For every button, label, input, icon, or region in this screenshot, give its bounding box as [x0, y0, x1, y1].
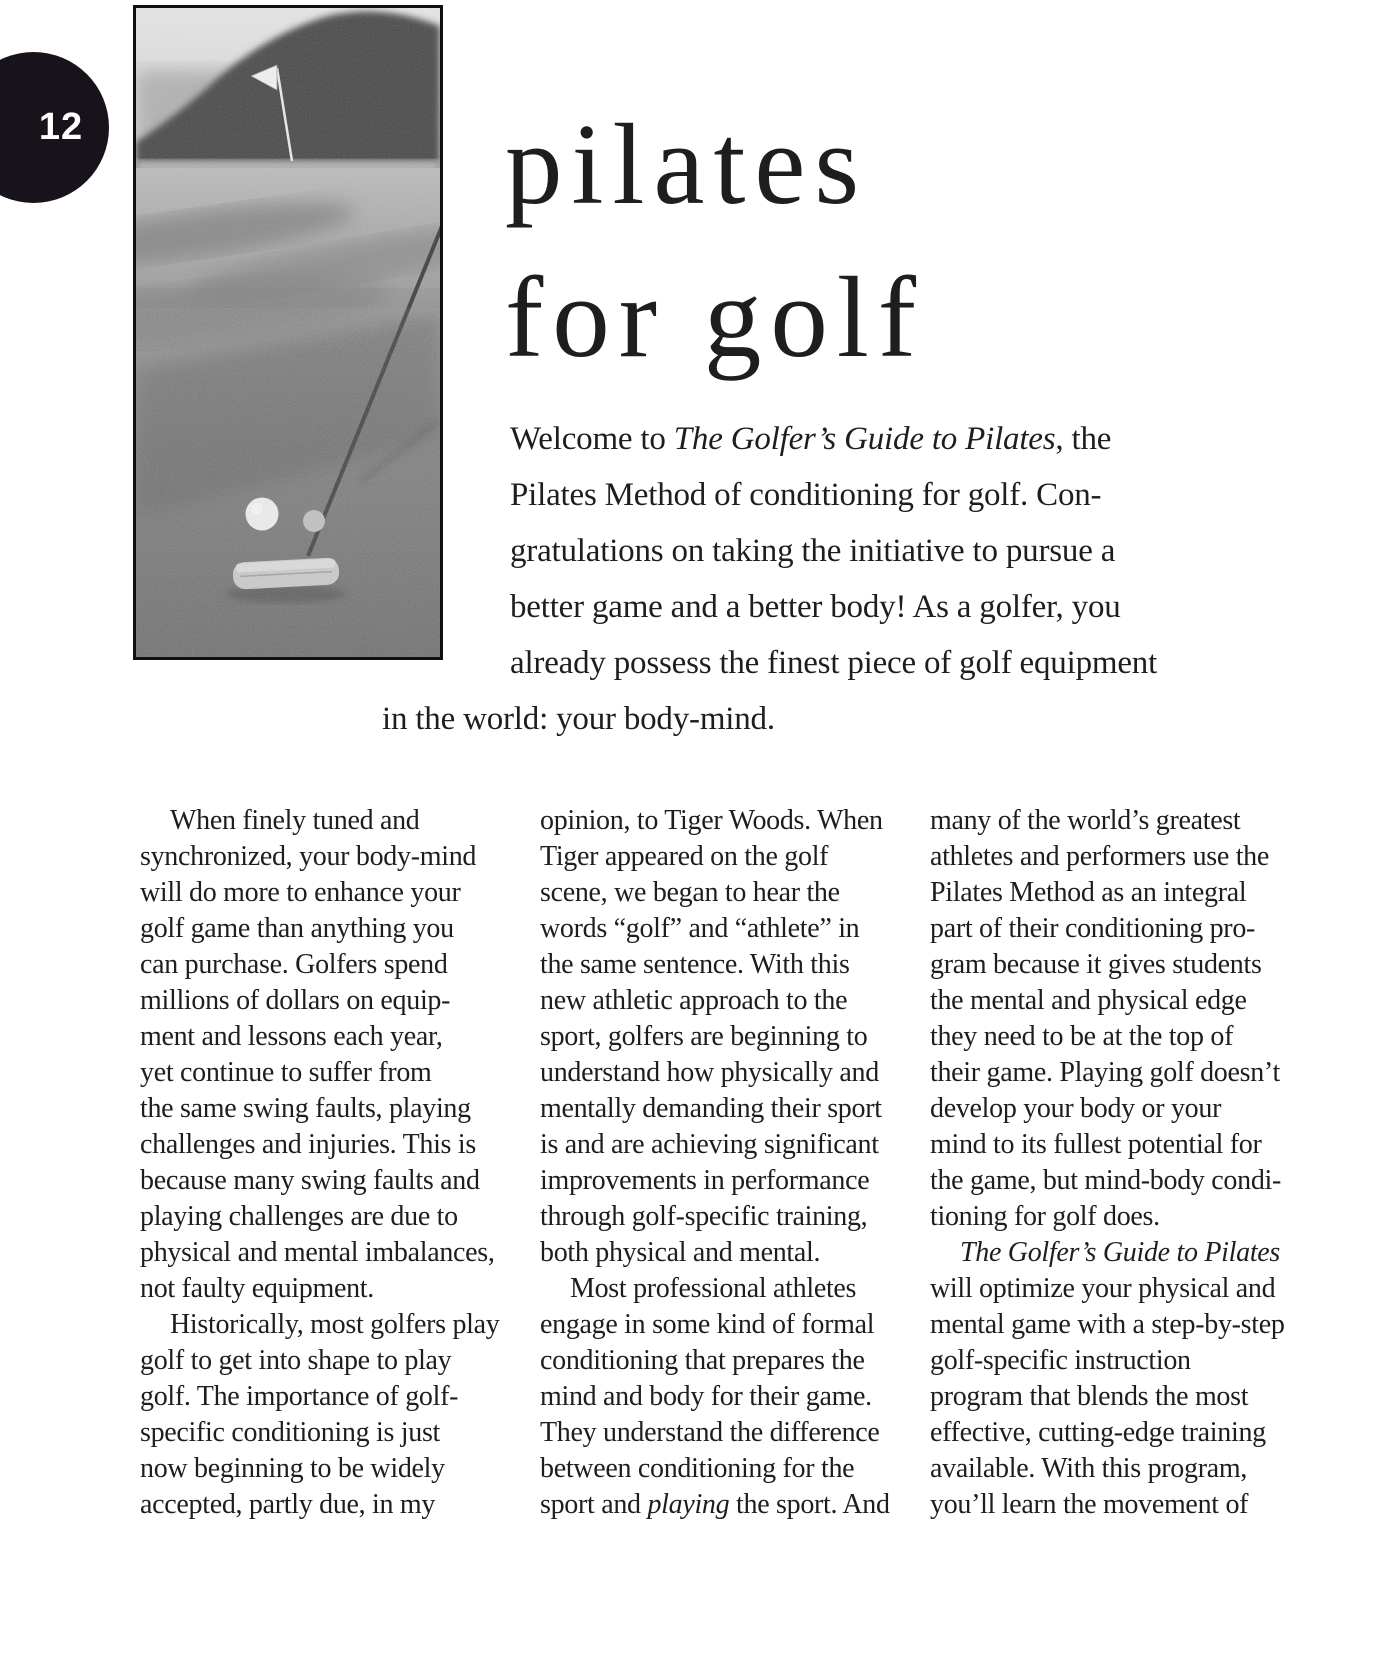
text-line — [540, 983, 900, 1019]
text-line — [140, 947, 500, 983]
text-line — [510, 579, 1157, 635]
text-run: part of their conditioning pro- — [930, 913, 1256, 944]
text-line — [140, 1379, 500, 1415]
text-line — [140, 1343, 500, 1379]
text-line — [540, 1343, 900, 1379]
text-run: Most professional athletes — [570, 1273, 857, 1304]
text-run: because many swing faults and — [140, 1165, 480, 1196]
text-line — [510, 411, 1157, 467]
text-line — [540, 1307, 900, 1343]
text-run: Historically, most golfers play — [170, 1309, 500, 1340]
text-line — [930, 1379, 1290, 1415]
text-line — [930, 1235, 1290, 1271]
text-run: tioning for golf does. — [930, 1201, 1160, 1232]
text-run: already possess the finest piece of golf equipment — [510, 645, 1158, 681]
text-line — [140, 983, 500, 1019]
text-line — [930, 803, 1290, 839]
text-run: will optimize your physical and — [930, 1273, 1276, 1304]
text-run: is and are achieving significant — [540, 1129, 879, 1160]
text-line — [540, 1091, 900, 1127]
text-line — [540, 875, 900, 911]
italic-text-run: The Golfer’s Guide to Pilates — [673, 421, 1056, 457]
text-run: physical and mental imbalances, — [140, 1237, 495, 1268]
text-run: Pilates Method of conditioning for golf. Con- — [510, 477, 1102, 513]
text-line — [510, 467, 1157, 523]
text-line — [540, 1415, 900, 1451]
text-line — [140, 803, 500, 839]
text-line — [140, 875, 500, 911]
page-number-badge — [0, 52, 109, 203]
text-run: Pilates Method as an integral — [930, 877, 1247, 908]
text-run: not faulty equipment. — [140, 1273, 374, 1304]
text-run: scene, we began to hear the — [540, 877, 840, 908]
body-column-2 — [540, 803, 900, 1523]
text-line — [140, 1199, 500, 1235]
golf-photo-scene — [136, 8, 440, 657]
text-run: golf game than anything you — [140, 913, 454, 944]
text-line — [140, 1451, 500, 1487]
text-run: sport, golfers are beginning to — [540, 1021, 868, 1052]
text-line — [140, 1091, 500, 1127]
text-line — [930, 839, 1290, 875]
text-line — [930, 1307, 1290, 1343]
text-line — [930, 1127, 1290, 1163]
text-line — [540, 911, 900, 947]
page-title-line: pilates — [505, 101, 869, 228]
text-run: the game, but mind-body condi- — [930, 1165, 1282, 1196]
page-title — [505, 88, 925, 394]
text-line — [540, 1163, 900, 1199]
text-line — [930, 875, 1290, 911]
text-run: through golf-specific training, — [540, 1201, 868, 1232]
text-line — [930, 1199, 1290, 1235]
text-line — [140, 1163, 500, 1199]
text-line — [540, 1235, 900, 1271]
text-run: mind and body for their game. — [540, 1381, 872, 1412]
text-run: many of the world’s greatest — [930, 805, 1241, 836]
text-run: opinion, to Tiger Woods. When — [540, 805, 883, 836]
text-line — [930, 1271, 1290, 1307]
italic-text-run: The Golfer’s Guide to Pilates — [960, 1237, 1281, 1268]
text-line — [140, 1415, 500, 1451]
text-run: now beginning to be widely — [140, 1453, 445, 1484]
text-line — [140, 1055, 500, 1091]
text-run: words “golf” and “athlete” in — [540, 913, 860, 944]
text-line — [540, 803, 900, 839]
page-number: 12 — [38, 106, 84, 148]
text-run: mentally demanding their sport — [540, 1093, 882, 1124]
text-run: mental game with a step-by-step — [930, 1309, 1285, 1340]
body-column-1 — [140, 803, 500, 1523]
text-line — [930, 1451, 1290, 1487]
text-line — [540, 1019, 900, 1055]
text-run: the same swing faults, playing — [140, 1093, 471, 1124]
text-line — [140, 1271, 500, 1307]
text-line — [140, 1235, 500, 1271]
text-line — [930, 1415, 1290, 1451]
text-line — [540, 947, 900, 983]
text-line — [140, 911, 500, 947]
text-line — [140, 1127, 500, 1163]
text-run: sport and — [540, 1489, 648, 1520]
text-run: Welcome to — [510, 421, 674, 457]
text-line — [510, 523, 1157, 579]
page-title-line: for golf — [505, 254, 926, 381]
text-run: golf to get into shape to play — [140, 1345, 452, 1376]
text-line — [930, 983, 1290, 1019]
text-line — [140, 839, 500, 875]
text-line — [540, 1055, 900, 1091]
text-line — [930, 947, 1290, 983]
italic-text-run: playing — [647, 1489, 730, 1520]
text-run: develop your body or your — [930, 1093, 1222, 1124]
text-run: new athletic approach to the — [540, 985, 848, 1016]
text-line — [930, 1019, 1290, 1055]
text-line — [382, 691, 1157, 747]
text-line — [540, 1127, 900, 1163]
text-line — [540, 1379, 900, 1415]
text-line — [140, 1019, 500, 1055]
text-run: gram because it gives students — [930, 949, 1262, 980]
text-run: Tiger appeared on the golf — [540, 841, 829, 872]
text-run: challenges and injuries. This is — [140, 1129, 476, 1160]
text-run: athletes and performers use the — [930, 841, 1270, 872]
text-run: golf. The importance of golf- — [140, 1381, 459, 1412]
text-run: conditioning that prepares the — [540, 1345, 865, 1376]
text-run: understand how physically and — [540, 1057, 879, 1088]
text-line — [930, 1163, 1290, 1199]
text-run: can purchase. Golfers spend — [140, 949, 448, 980]
text-run: accepted, partly due, in my — [140, 1489, 436, 1520]
text-line — [510, 635, 1157, 691]
text-line — [930, 911, 1290, 947]
text-line — [930, 1343, 1290, 1379]
text-run: They understand the difference — [540, 1417, 880, 1448]
text-run: the same sentence. With this — [540, 949, 850, 980]
text-line — [930, 1055, 1290, 1091]
text-line — [540, 839, 900, 875]
text-run: improvements in performance — [540, 1165, 870, 1196]
text-run: they need to be at the top of — [930, 1021, 1234, 1052]
text-run: you’ll learn the movement of — [930, 1489, 1249, 1520]
text-line — [140, 1307, 500, 1343]
text-line — [140, 1487, 500, 1523]
text-line — [540, 1271, 900, 1307]
text-run: effective, cutting-edge training — [930, 1417, 1266, 1448]
text-line — [540, 1199, 900, 1235]
grass-texture — [136, 308, 440, 657]
text-run: will do more to enhance your — [140, 877, 461, 908]
text-run: millions of dollars on equip- — [140, 985, 451, 1016]
text-line — [540, 1487, 900, 1523]
text-line — [540, 1451, 900, 1487]
text-run: When finely tuned and — [170, 805, 420, 836]
text-run: the mental and physical edge — [930, 985, 1247, 1016]
text-run: in the world: your body-mind. — [382, 701, 775, 737]
text-run: specific conditioning is just — [140, 1417, 441, 1448]
intro-paragraph — [382, 411, 1158, 747]
text-line — [930, 1487, 1290, 1523]
text-run: program that blends the most — [930, 1381, 1249, 1412]
text-line — [930, 1091, 1290, 1127]
golf-photo — [133, 5, 443, 660]
text-run: synchronized, your body-mind — [140, 841, 477, 872]
text-run: golf-specific instruction — [930, 1345, 1191, 1376]
text-run: both physical and mental. — [540, 1237, 821, 1268]
text-run: , the — [1055, 421, 1112, 457]
text-run: between conditioning for the — [540, 1453, 855, 1484]
text-run: yet continue to suffer from — [140, 1057, 432, 1088]
text-run: the sport. And — [729, 1489, 890, 1520]
text-run: available. With this program, — [930, 1453, 1248, 1484]
text-run: better game and a better body! As a golfer, you — [510, 589, 1121, 625]
body-column-3 — [930, 803, 1290, 1523]
text-run: ment and lessons each year, — [140, 1021, 443, 1052]
text-run: gratulations on taking the initiative to pursue a — [510, 533, 1116, 569]
text-run: engage in some kind of formal — [540, 1309, 875, 1340]
text-run: their game. Playing golf doesn’t — [930, 1057, 1280, 1088]
text-run: mind to its fullest potential for — [930, 1129, 1262, 1160]
text-run: playing challenges are due to — [140, 1201, 458, 1232]
